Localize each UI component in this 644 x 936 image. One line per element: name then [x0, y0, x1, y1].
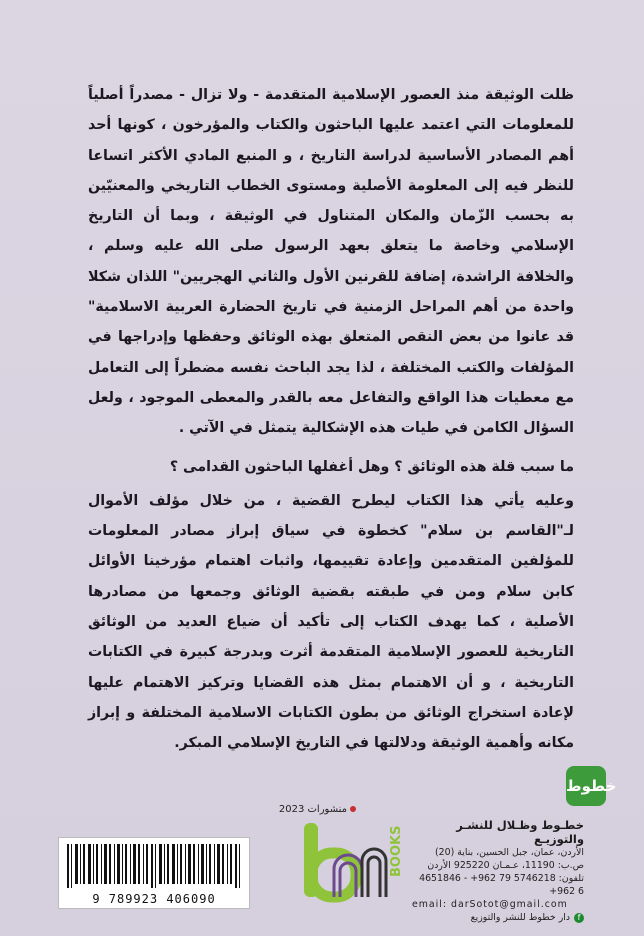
paragraph-2: وعليه يأتي هذا الكتاب ليطرح القضية ، من خلال مؤلف الأموال لـ"القاسم بن سلام" كخطوة في سياق إبراز مصادر المعلومات للمؤلفين المتقدمين وإعادة تقييمها، واثبات اهتمام مؤرخينا الأوائل كابن سلام ومن في طبقته بقضية الوثائق وجمعها من مصادرها الأصلية ، كما يهدف الكتاب إلى تأكيد أن ضياع العديد من الوثائق التاريخية للعصور الإسلامية المتقدمة أثرت وبدرجة كبيرة في الكتابات التاريخية ، و أن الاهتمام بمثل هذه القضايا وتركيز الاهتمام عليها لإعادة استخراج الوثائق من بطون الكتابات الاسلامية المختلفة و إبراز مكانه وأهمية الوثيقة ودلالتها في التاريخ الإسلامي المبكر.: [88, 492, 574, 752]
publisher-info: [412, 818, 584, 924]
edition-label: منشورات 2023: [276, 804, 356, 815]
publisher-badge-icon: خطوط: [566, 766, 606, 806]
books-text: BOOKS: [389, 825, 404, 877]
description-text: [88, 80, 574, 759]
paragraph-1: ظلت الوثيقة منذ العصور الإسلامية المتقدمة - ولا تزال - مصدراً أصلياً للمعلومات التي اعتمد عليها الباحثون والكتاب والمؤرخون ، كونها أحد أهم المصادر الأساسية لدراسة التاريخ ، و المنبع المادي الأكثر اتساعا للنظر فيه إلى المعلومة الأصلية ومستوى الخطاب التاريخي والمعنيّين به بحسب الزّمان والمكان المتناول في الوثيقة ، وبما أن التاريخ الإسلامي وخاصة ما يتعلق بعهد الرسول صلى الله عليه وسلم ، والخلافة الراشدة، إضافة للقرنين الأول والثاني الهجريين" اللذان شكلا واحدة من أهم المراحل الزمنية في تاريخ الحضارة العربية الاسلامية" قد عانوا من بعض النقص المتعلق بهذه الوثائق وحفظها وإدراجها في المؤلفات والكتب المختلفة ، لذا يجد الباحث نفسه مضطراً إلى التعامل مع معطيات هذا الواقع والتفاعل معه بالقدر والمعطى الموجود ، ولعل السؤال الكامن في طيات هذه الإشكالية يتمثل في الآتي .: [88, 87, 574, 437]
publisher-phone: تلفون: 5746218 79 962+ - 4651846 6 962+: [419, 873, 584, 897]
isbn-number: 9 789923 406090: [92, 892, 216, 906]
books-logo: [300, 817, 410, 905]
publisher-email: email: darSotot@gmail.com: [412, 899, 568, 910]
facebook-icon: f: [574, 913, 584, 923]
barcode-bars: [65, 844, 243, 888]
publisher-social: fدار خطوط للنشر والتوزيع: [412, 911, 584, 924]
publisher-address: الأردن، عمان، جبل الحسين، بناية (20): [434, 847, 584, 858]
question-line: ما سبب قلة هذه الوثائق ؟ وهل أغفلها الباحثون القدامى ؟: [169, 458, 574, 475]
publisher-pobox: ص.ب: 11190، عـمـان 925220 الأردن: [427, 860, 584, 871]
red-dot-icon: [350, 806, 356, 812]
isbn-barcode: [58, 837, 250, 909]
publisher-name: خطـوط وظـلال للنشـر والتوزيـع: [456, 818, 584, 846]
